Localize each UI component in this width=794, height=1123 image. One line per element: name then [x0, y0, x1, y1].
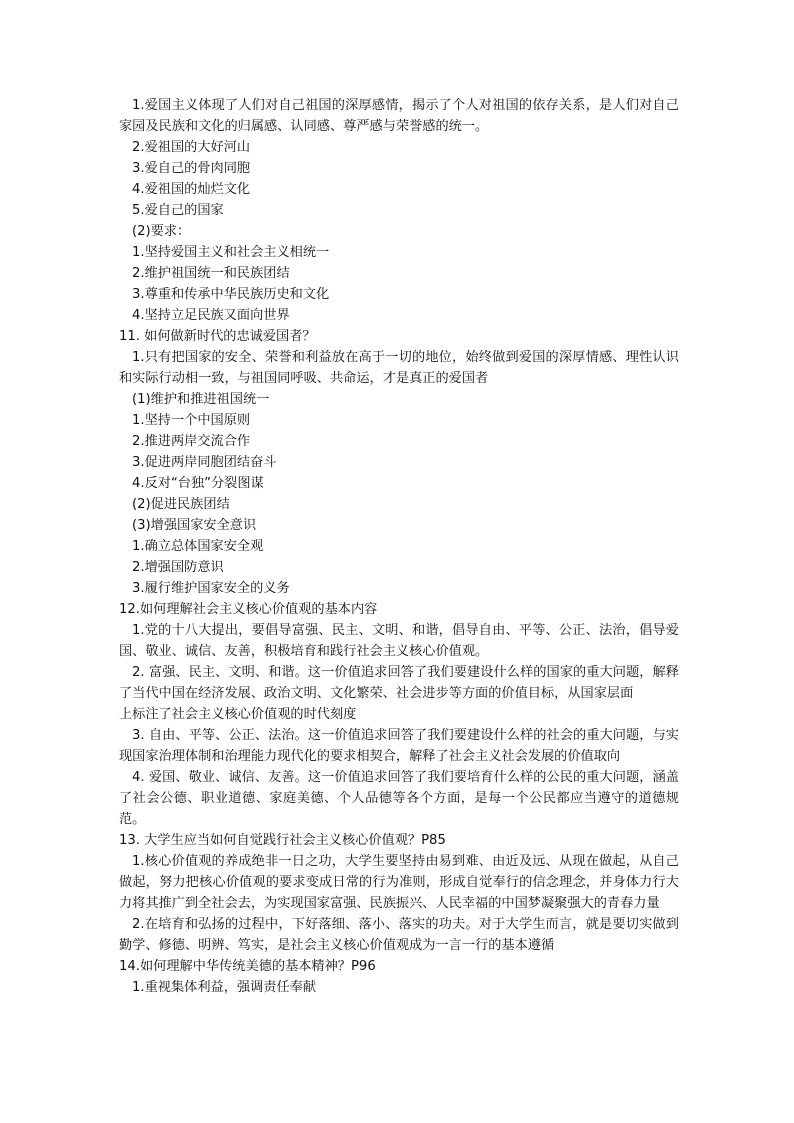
text-line: 3.履行维护国家安全的义务	[132, 581, 290, 596]
text-line: 1.重视集体利益，强调责任奉献	[132, 980, 317, 995]
text-line: 3.爱自己的骨肉同胞	[132, 161, 251, 176]
text-line: 2. 富强、民主、文明、和谐。这一价值追求回答了我们要建设什么样的国家的重大问题，解释了当代中国在经济发展、政治文明、文化繁荣、社会进步等方面的价值目标，从国家层面	[119, 665, 679, 701]
text-line: 2.爱祖国的大好河山	[132, 140, 251, 155]
text-line: 3.促进两岸同胞团结奋斗	[132, 455, 277, 470]
text-line: 2.在培育和弘扬的过程中，下好落细、落小、落实的功夫。对于大学生而言，就是要切实做到勤学、修德、明辨、笃实，是社会主义核心价值观成为一言一行的基本遵循	[119, 917, 679, 953]
text-line: (2)促进民族团结	[132, 497, 230, 512]
text-line: 4.坚持立足民族又面向世界	[132, 308, 290, 323]
text-line: 2.推进两岸交流合作	[132, 434, 251, 449]
text-line: 1.确立总体国家安全观	[132, 539, 264, 554]
question-heading: 13. 大学生应当如何自觉践行社会主义核心价值观？P85	[119, 833, 446, 848]
text-line: 3.尊重和传承中华民族历史和文化	[132, 287, 330, 302]
question-heading: 11. 如何做新时代的忠诚爱国者？	[119, 329, 316, 344]
text-line: (2)要求：	[132, 224, 191, 239]
text-line: 3. 自由、平等、公正、法治。这一价值追求回答了我们要建设什么样的社会的重大问题，与实现国家治理体制和治理能力现代化的要求相契合，解释了社会主义社会发展的价值取向	[119, 728, 679, 764]
text-line: 1.党的十八大提出，要倡导富强、民主、文明、和谐，倡导自由、平等、公正、法治，倡导爱国、敬业、诚信、友善，积极培育和践行社会主义核心价值观。	[119, 623, 679, 659]
document-page	[119, 95, 679, 998]
text-line: 1.只有把国家的安全、荣誉和利益放在高于一切的地位，始终做到爱国的深厚情感、理性认识和实际行动相一致，与祖国同呼吸、共命运，才是真正的爱国者	[119, 350, 679, 386]
text-line: 1.爱国主义体现了人们对自己祖国的深厚感情，揭示了个人对祖国的依存关系，是人们对自己家园及民族和文化的归属感、认同感、尊严感与荣誉感的统一。	[119, 98, 679, 134]
question-heading: 14.如何理解中华传统美德的基本精神？P96	[119, 959, 376, 974]
text-line: 2.维护祖国统一和民族团结	[132, 266, 290, 281]
question-heading: 12.如何理解社会主义核心价值观的基本内容	[119, 602, 378, 617]
text-line: 上标注了社会主义核心价值观的时代刻度	[119, 707, 357, 722]
text-line: 4.反对“台独”分裂图谋	[132, 476, 264, 491]
text-line: 1.坚持爱国主义和社会主义相统一	[132, 245, 330, 260]
text-line: 4. 爱国、敬业、诚信、友善。这一价值追求回答了我们要培育什么样的公民的重大问题，涵盖了社会公德、职业道德、家庭美德、个人品德等各个方面，是每一个公民都应当遵守的道德规范。	[119, 770, 679, 827]
text-line: (3)增强国家安全意识	[132, 518, 257, 533]
text-line: (1)维护和推进祖国统一	[132, 392, 270, 407]
text-line: 1.核心价值观的养成绝非一日之功，大学生要坚持由易到难、由近及远、从现在做起，从自己做起，努力把核心价值观的要求变成日常的行为准则，形成自觉奉行的信念理念，并身体力行大力将其推广到全社会去，为实现国家富强、民族振兴、人民幸福的中国梦凝聚强大的青春力量	[119, 854, 679, 911]
text-line: 2.增强国防意识	[132, 560, 224, 575]
text-line: 5.爱自己的国家	[132, 203, 224, 218]
text-line: 1.坚持一个中国原则	[132, 413, 251, 428]
text-line: 4.爱祖国的灿烂文化	[132, 182, 251, 197]
